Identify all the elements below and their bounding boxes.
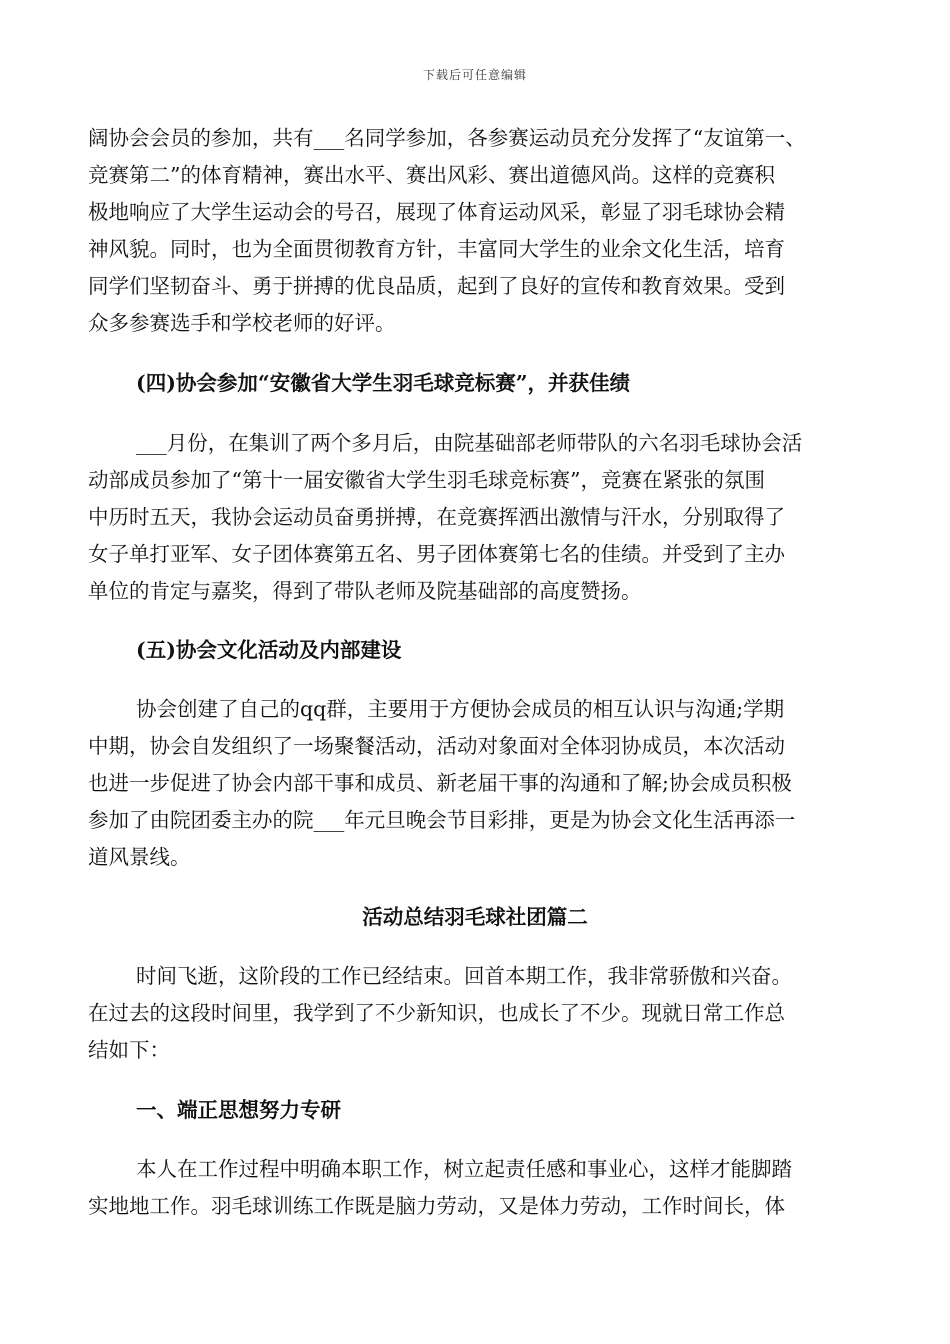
body-line: 众多参赛选手和学校老师的好评。 bbox=[88, 311, 396, 335]
body-line: 实地地工作。羽毛球训练工作既是脑力劳动，又是体力劳动，工作时间长，体 bbox=[88, 1194, 785, 1218]
body-line: 神风貌。同时，也为全面贯彻教育方针，丰富同大学生的业余文化生活，培育 bbox=[88, 237, 785, 261]
body-line: 结如下： bbox=[88, 1038, 170, 1062]
body-line: 同学们坚韧奋斗、勇于拼搏的优良品质，起到了良好的宣传和教育效果。受到 bbox=[88, 274, 785, 298]
body-line: 本人在工作过程中明确本职工作，树立起责任感和事业心，这样才能脚踏 bbox=[136, 1157, 792, 1181]
body-line: 女子单打亚军、女子团体赛第五名、男子团体赛第七名的佳绩。并受到了主办 bbox=[88, 542, 785, 566]
body-line: 阔协会会员的参加，共有___名同学参加，各参赛运动员充分发挥了“友谊第一、 bbox=[88, 126, 806, 150]
body-line: 在过去的这段时间里，我学到了不少新知识，也成长了不少。现就日常工作总 bbox=[88, 1001, 785, 1025]
body-line: 单位的肯定与嘉奖，得到了带队老师及院基础部的高度赞扬。 bbox=[88, 579, 642, 603]
body-line: 竞赛第二”的体育精神，赛出水平、赛出风彩、赛出道德风尚。这样的竞赛积 bbox=[88, 163, 775, 187]
body-line: 时间飞逝，这阶段的工作已经结束。回首本期工作，我非常骄傲和兴奋。 bbox=[136, 964, 792, 988]
body-line: 也进一步促进了协会内部干事和成员、新老届干事的沟通和了解;协会成员积极 bbox=[88, 771, 792, 795]
body-line: 中历时五天，我协会运动员奋勇拼搏，在竞赛挥洒出激情与汗水，分别取得了 bbox=[88, 505, 785, 529]
section-heading: (四)协会参加“安徽省大学生羽毛球竞标赛”，并获佳绩 bbox=[136, 371, 630, 395]
body-line: 道风景线。 bbox=[88, 845, 191, 869]
body-line: 参加了由院团委主办的院___年元旦晚会节目彩排，更是为协会文化生活再添一 bbox=[88, 808, 796, 832]
body-line: 协会创建了自己的qq群，主要用于方便协会成员的相互认识与沟通;学期 bbox=[136, 697, 785, 721]
body-line: ___月份，在集训了两个多月后，由院基础部老师带队的六名羽毛球协会活 bbox=[136, 431, 803, 455]
body-line: 极地响应了大学生运动会的号召，展现了体育运动风采，彰显了羽毛球协会精 bbox=[88, 200, 785, 224]
page-header: 下载后可任意编辑 bbox=[422, 68, 527, 82]
body-line: 中期，协会自发组织了一场聚餐活动，活动对象面对全体羽协成员，本次活动 bbox=[88, 734, 785, 758]
body-line: 动部成员参加了“第十一届安徽省大学生羽毛球竞标赛”，竞赛在紧张的氛围 bbox=[88, 468, 765, 492]
article-title: 活动总结羽毛球社团篇二 bbox=[362, 905, 588, 929]
section-heading: (五)协会文化活动及内部建设 bbox=[136, 638, 402, 662]
section-heading: 一、端正思想努力专研 bbox=[136, 1098, 341, 1122]
